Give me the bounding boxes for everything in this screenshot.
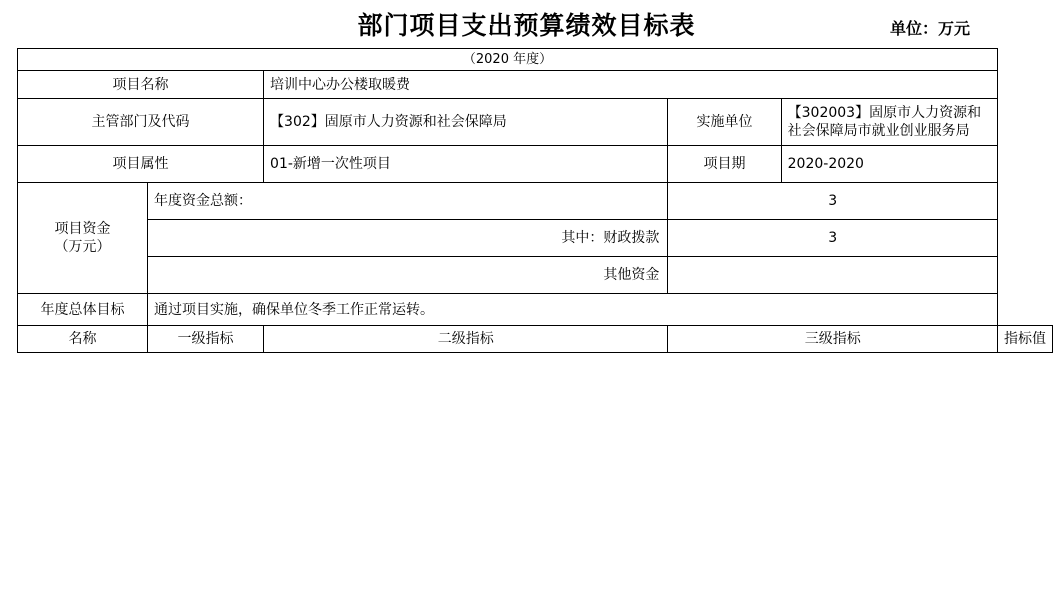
unit-label: 单位：万元 [890,19,971,38]
year-cell: （2020 年度） [18,49,998,71]
header-level3: 三级指标 [668,326,998,353]
funds-fiscal-label: 其中：财政拨款 [148,220,668,257]
budget-table [17,48,1053,353]
funds-total-value: 3 [668,183,998,220]
annual-goal-label: 年度总体目标 [18,294,148,326]
funds-other-value [668,257,998,294]
page-title: 部门项目支出预算绩效目标表 [357,11,696,40]
project-name-value: 培训中心办公楼取暖费 [264,71,998,99]
funds-other-label: 其他资金 [148,257,668,294]
dept-label: 主管部门及代码 [18,99,264,146]
funds-fiscal-value: 3 [668,220,998,257]
annual-goal-value: 通过项目实施，确保单位冬季工作正常运转。 [148,294,998,326]
project-attr-value: 01-新增一次性项目 [264,146,668,183]
header-level2: 二级指标 [264,326,668,353]
header-name: 名称 [18,326,148,353]
impl-unit-label: 实施单位 [668,99,781,146]
funds-label: 项目资金 （万元） [18,183,148,294]
project-attr-label: 项目属性 [18,146,264,183]
impl-unit-value: 【302003】固原市人力资源和社会保障局市就业创业服务局 [781,99,997,146]
header-value: 指标值 [998,326,1053,353]
project-period-label: 项目期 [668,146,781,183]
project-period-value: 2020-2020 [781,146,997,183]
funds-total-label: 年度资金总额： [148,183,668,220]
dept-value: 【302】固原市人力资源和社会保障局 [264,99,668,146]
header-level1: 一级指标 [148,326,264,353]
project-name-label: 项目名称 [18,71,264,99]
